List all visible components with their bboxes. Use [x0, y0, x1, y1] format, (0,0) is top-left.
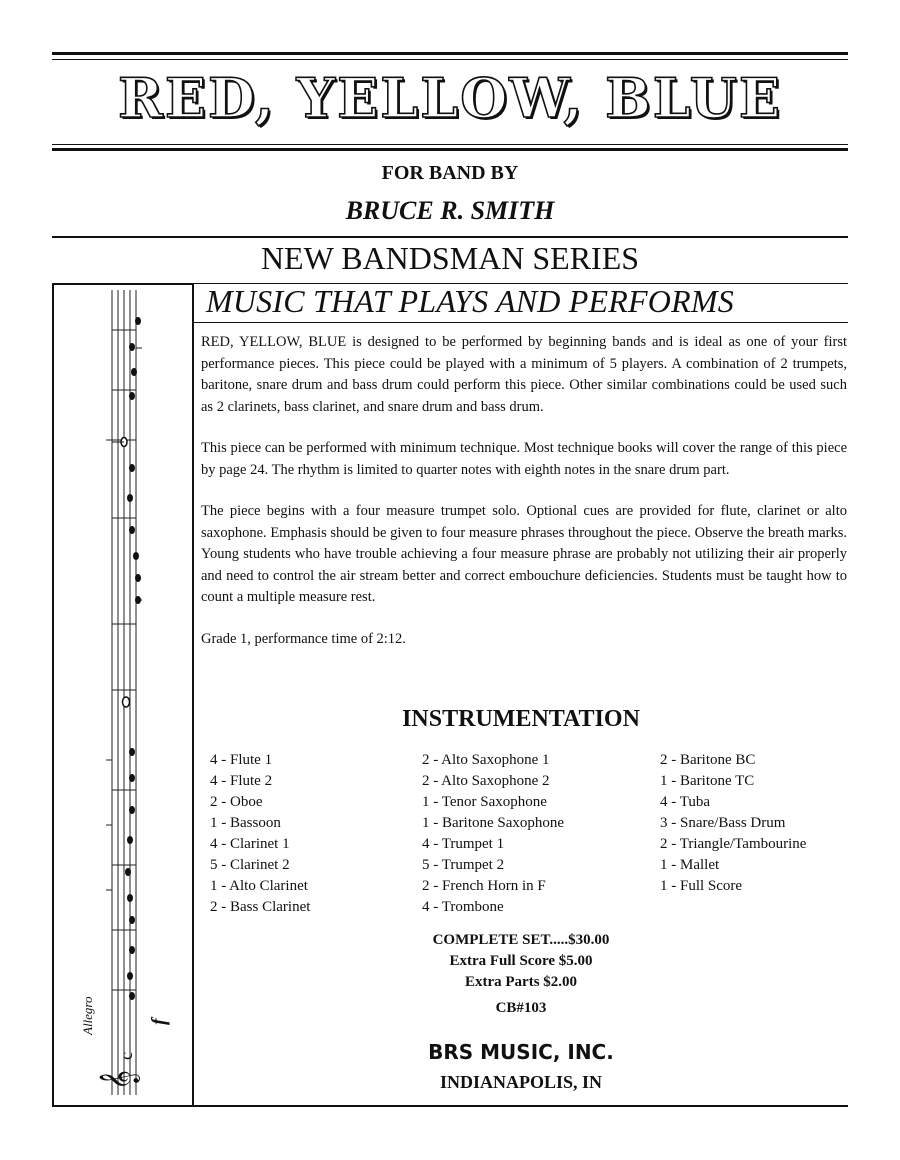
note: [129, 748, 135, 756]
top-rule-thick: [52, 52, 848, 55]
tempo-marking: Allegro: [80, 996, 95, 1035]
note: [133, 552, 139, 560]
extra-score-price: Extra Full Score $5.00: [449, 953, 593, 969]
instrument-item: 4 - Flute 2: [210, 773, 273, 789]
instrument-item: 1 - Mallet: [660, 857, 720, 873]
instrumentation-heading: INSTRUMENTATION: [402, 706, 640, 732]
note: [131, 368, 137, 376]
instrument-item: 1 - Baritone TC: [660, 773, 755, 789]
note: [127, 494, 133, 502]
instrument-item: 5 - Trumpet 2: [422, 857, 505, 873]
dynamic-marking: f: [148, 1018, 170, 1025]
subtitle-rule-bottom: [194, 322, 848, 323]
instrument-item: 2 - Baritone BC: [660, 752, 756, 768]
time-signature: c: [116, 1052, 136, 1060]
instrument-item: 1 - Baritone Saxophone: [422, 815, 565, 831]
description-paragraph: The piece begins with a four measure trumpet solo. Optional cues are provided for flute, clarinet or alto saxophone. Emphasis should be given to four measure phrases throughout the piece. Observe the breath marks. Young students who have trouble achieving a four measure phrase are probably not utilizing their air properly and need to control the air stream better and correct embouchure deficiencies. Students must be taught how to count a multiple measure rest.: [201, 503, 847, 605]
instrument-item: 2 - Triangle/Tambourine: [660, 836, 807, 852]
frame-bottom: [52, 1105, 848, 1107]
title: RED, YELLOW, BLUE: [118, 66, 782, 130]
instrument-column-3: [660, 750, 806, 897]
note: [129, 806, 135, 814]
note: [127, 972, 133, 980]
note: [125, 868, 131, 876]
instrument-item: 1 - Bassoon: [210, 815, 281, 831]
note: [135, 574, 141, 582]
note: [129, 464, 135, 472]
whole-note: [123, 697, 130, 707]
note: [129, 774, 135, 782]
publisher-location: INDIANAPOLIS, IN: [439, 1072, 603, 1092]
grade-info: Grade 1, performance time of 2:12.: [201, 630, 406, 647]
description-paragraph: RED, YELLOW, BLUE is designed to be performed by beginning bands and is ideal as one of your first performance pieces. This piece could be played with a minimum of 5 players. A combination of 2 trumpets, baritone, snare drum and bass drum could perform this piece. Other similar combinations could be used such as 2 clarinets, bass clarinet, and snare drum and bass drum.: [201, 334, 847, 415]
instrument-item: 1 - Full Score: [660, 878, 743, 894]
instrument-column-2: [422, 750, 564, 918]
instrument-item: 2 - French Horn in F: [422, 878, 546, 894]
instrument-item: 1 - Tenor Saxophone: [422, 794, 547, 810]
description-paragraph: This piece can be performed with minimum technique. Most technique books will cover the range of this piece by page 24. The rhythm is limited to quarter notes with eighth notes in the snare drum part.: [201, 440, 847, 478]
note: [135, 596, 141, 604]
frame-left: [52, 283, 54, 1107]
composer-name: BRUCE R. SMITH: [345, 196, 555, 225]
frame-top: [52, 283, 192, 285]
pricing: [194, 930, 848, 993]
instrument-item: 5 - Clarinet 2: [210, 857, 290, 873]
composer-rule: [52, 236, 848, 238]
instrument-item: 1 - Alto Clarinet: [210, 878, 308, 894]
music-staff: [70, 290, 180, 1100]
instrument-item: 3 - Snare/Bass Drum: [660, 815, 786, 831]
top-rule-thin: [52, 59, 848, 60]
subtitle: MUSIC THAT PLAYS AND PERFORMS: [206, 283, 734, 319]
hollow-notes: [121, 438, 130, 708]
instrument-item: 4 - Flute 1: [210, 752, 273, 768]
instrument-item: 2 - Alto Saxophone 1: [422, 752, 550, 768]
note: [129, 343, 135, 351]
note: [129, 526, 135, 534]
instrument-item: 4 - Trombone: [422, 899, 504, 915]
catalog-number: CB#103: [495, 1000, 547, 1016]
note: [135, 317, 141, 325]
instrument-item: 4 - Trumpet 1: [422, 836, 505, 852]
instrument-item: 4 - Tuba: [660, 794, 711, 810]
treble-clef: 𝄞: [99, 1069, 139, 1090]
note: [129, 392, 135, 400]
notes: [125, 317, 141, 1000]
note: [129, 992, 135, 1000]
note: [129, 916, 135, 924]
publisher-name: BRS MUSIC, INC.: [428, 1040, 614, 1064]
instrument-item: 2 - Oboe: [210, 794, 263, 810]
description: [201, 332, 847, 670]
instrument-item: 2 - Alto Saxophone 2: [422, 773, 550, 789]
instrument-column-1: [210, 750, 310, 918]
for-band-label: FOR BAND BY: [381, 162, 519, 184]
complete-set-price: COMPLETE SET.....$30.00: [432, 932, 610, 948]
title-rule-thin: [52, 144, 848, 145]
instrument-item: 4 - Clarinet 1: [210, 836, 290, 852]
extra-parts-price: Extra Parts $2.00: [464, 974, 578, 990]
note: [127, 894, 133, 902]
note: [129, 946, 135, 954]
instrument-item: 2 - Bass Clarinet: [210, 899, 311, 915]
series-title: NEW BANDSMAN SERIES: [260, 240, 640, 276]
title-rule-thick: [52, 148, 848, 151]
note: [127, 836, 133, 844]
